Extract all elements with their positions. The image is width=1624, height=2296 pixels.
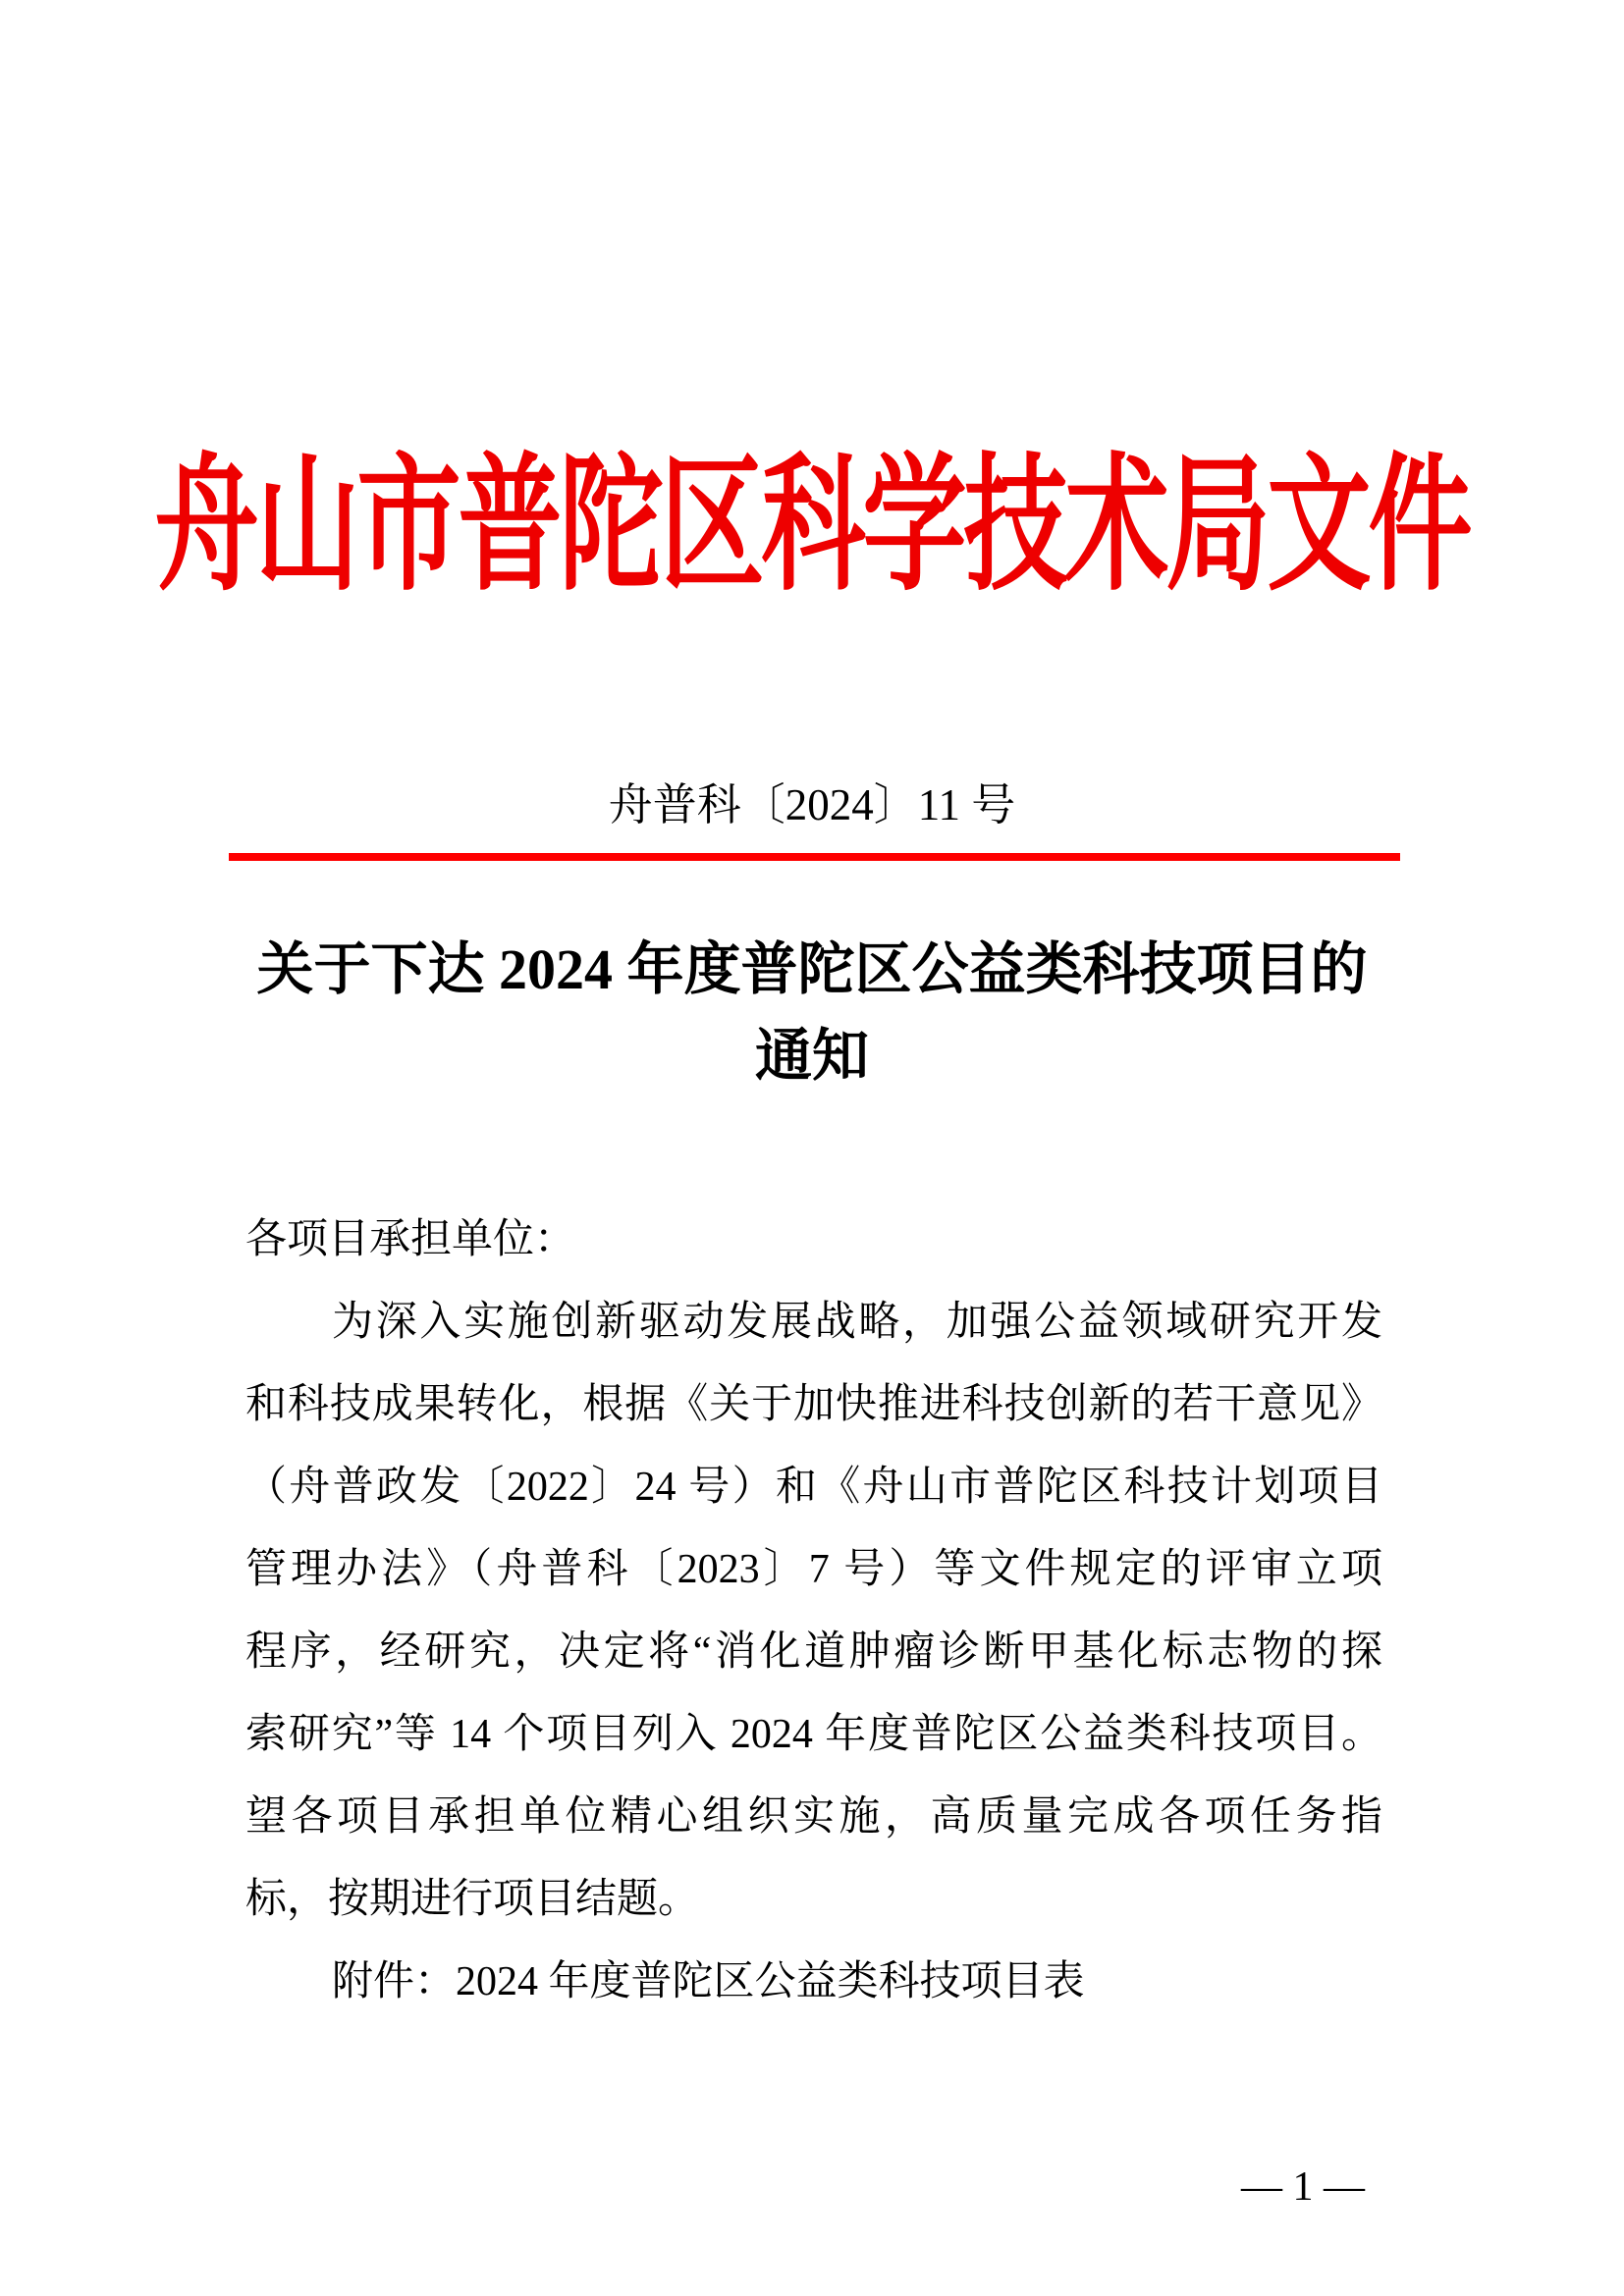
attachment-line: 附件：2024 年度普陀区公益类科技项目表 [332, 1959, 1085, 2004]
body-line-7: 望各项目承担单位精心组织实施，高质量完成各项任务指 [245, 1794, 1382, 1840]
document-title-line-1: 关于下达 2024 年度普陀区公益类科技项目的 [256, 937, 1368, 1001]
body-line-1: 为深入实施创新驱动发展战略，加强公益领域研究开发 [332, 1300, 1382, 1345]
body-line-6: 索研究”等 14 个项目列入 2024 年度普陀区公益类科技项目。 [245, 1712, 1382, 1757]
body-line-5: 程序，经研究，决定将“消化道肿瘤诊断甲基化标志物的探 [245, 1629, 1382, 1675]
page-number: — 1 — [1241, 2164, 1365, 2210]
agency-header: 舟山市普陀区科学技术局文件 [154, 445, 1470, 609]
salutation-line: 各项目承担单位： [245, 1217, 576, 1262]
doc-number: 舟普科〔2024〕11 号 [608, 780, 1016, 829]
document-title-line-2: 通知 [754, 1024, 869, 1088]
document-title [0, 927, 1624, 1099]
body-line-8: 标，按期进行项目结题。 [245, 1877, 700, 1922]
red-separator-rule [229, 853, 1400, 861]
body-line-3: （舟普政发〔2022〕24 号）和《舟山市普陀区科技计划项目 [245, 1465, 1382, 1510]
body-line-4: 管理办法》（舟普科〔2023〕7 号）等文件规定的评审立项 [245, 1547, 1382, 1592]
body-text-block [245, 1199, 1382, 2023]
body-line-2: 和科技成果转化，根据《关于加快推进科技创新的若干意见》 [245, 1382, 1382, 1427]
